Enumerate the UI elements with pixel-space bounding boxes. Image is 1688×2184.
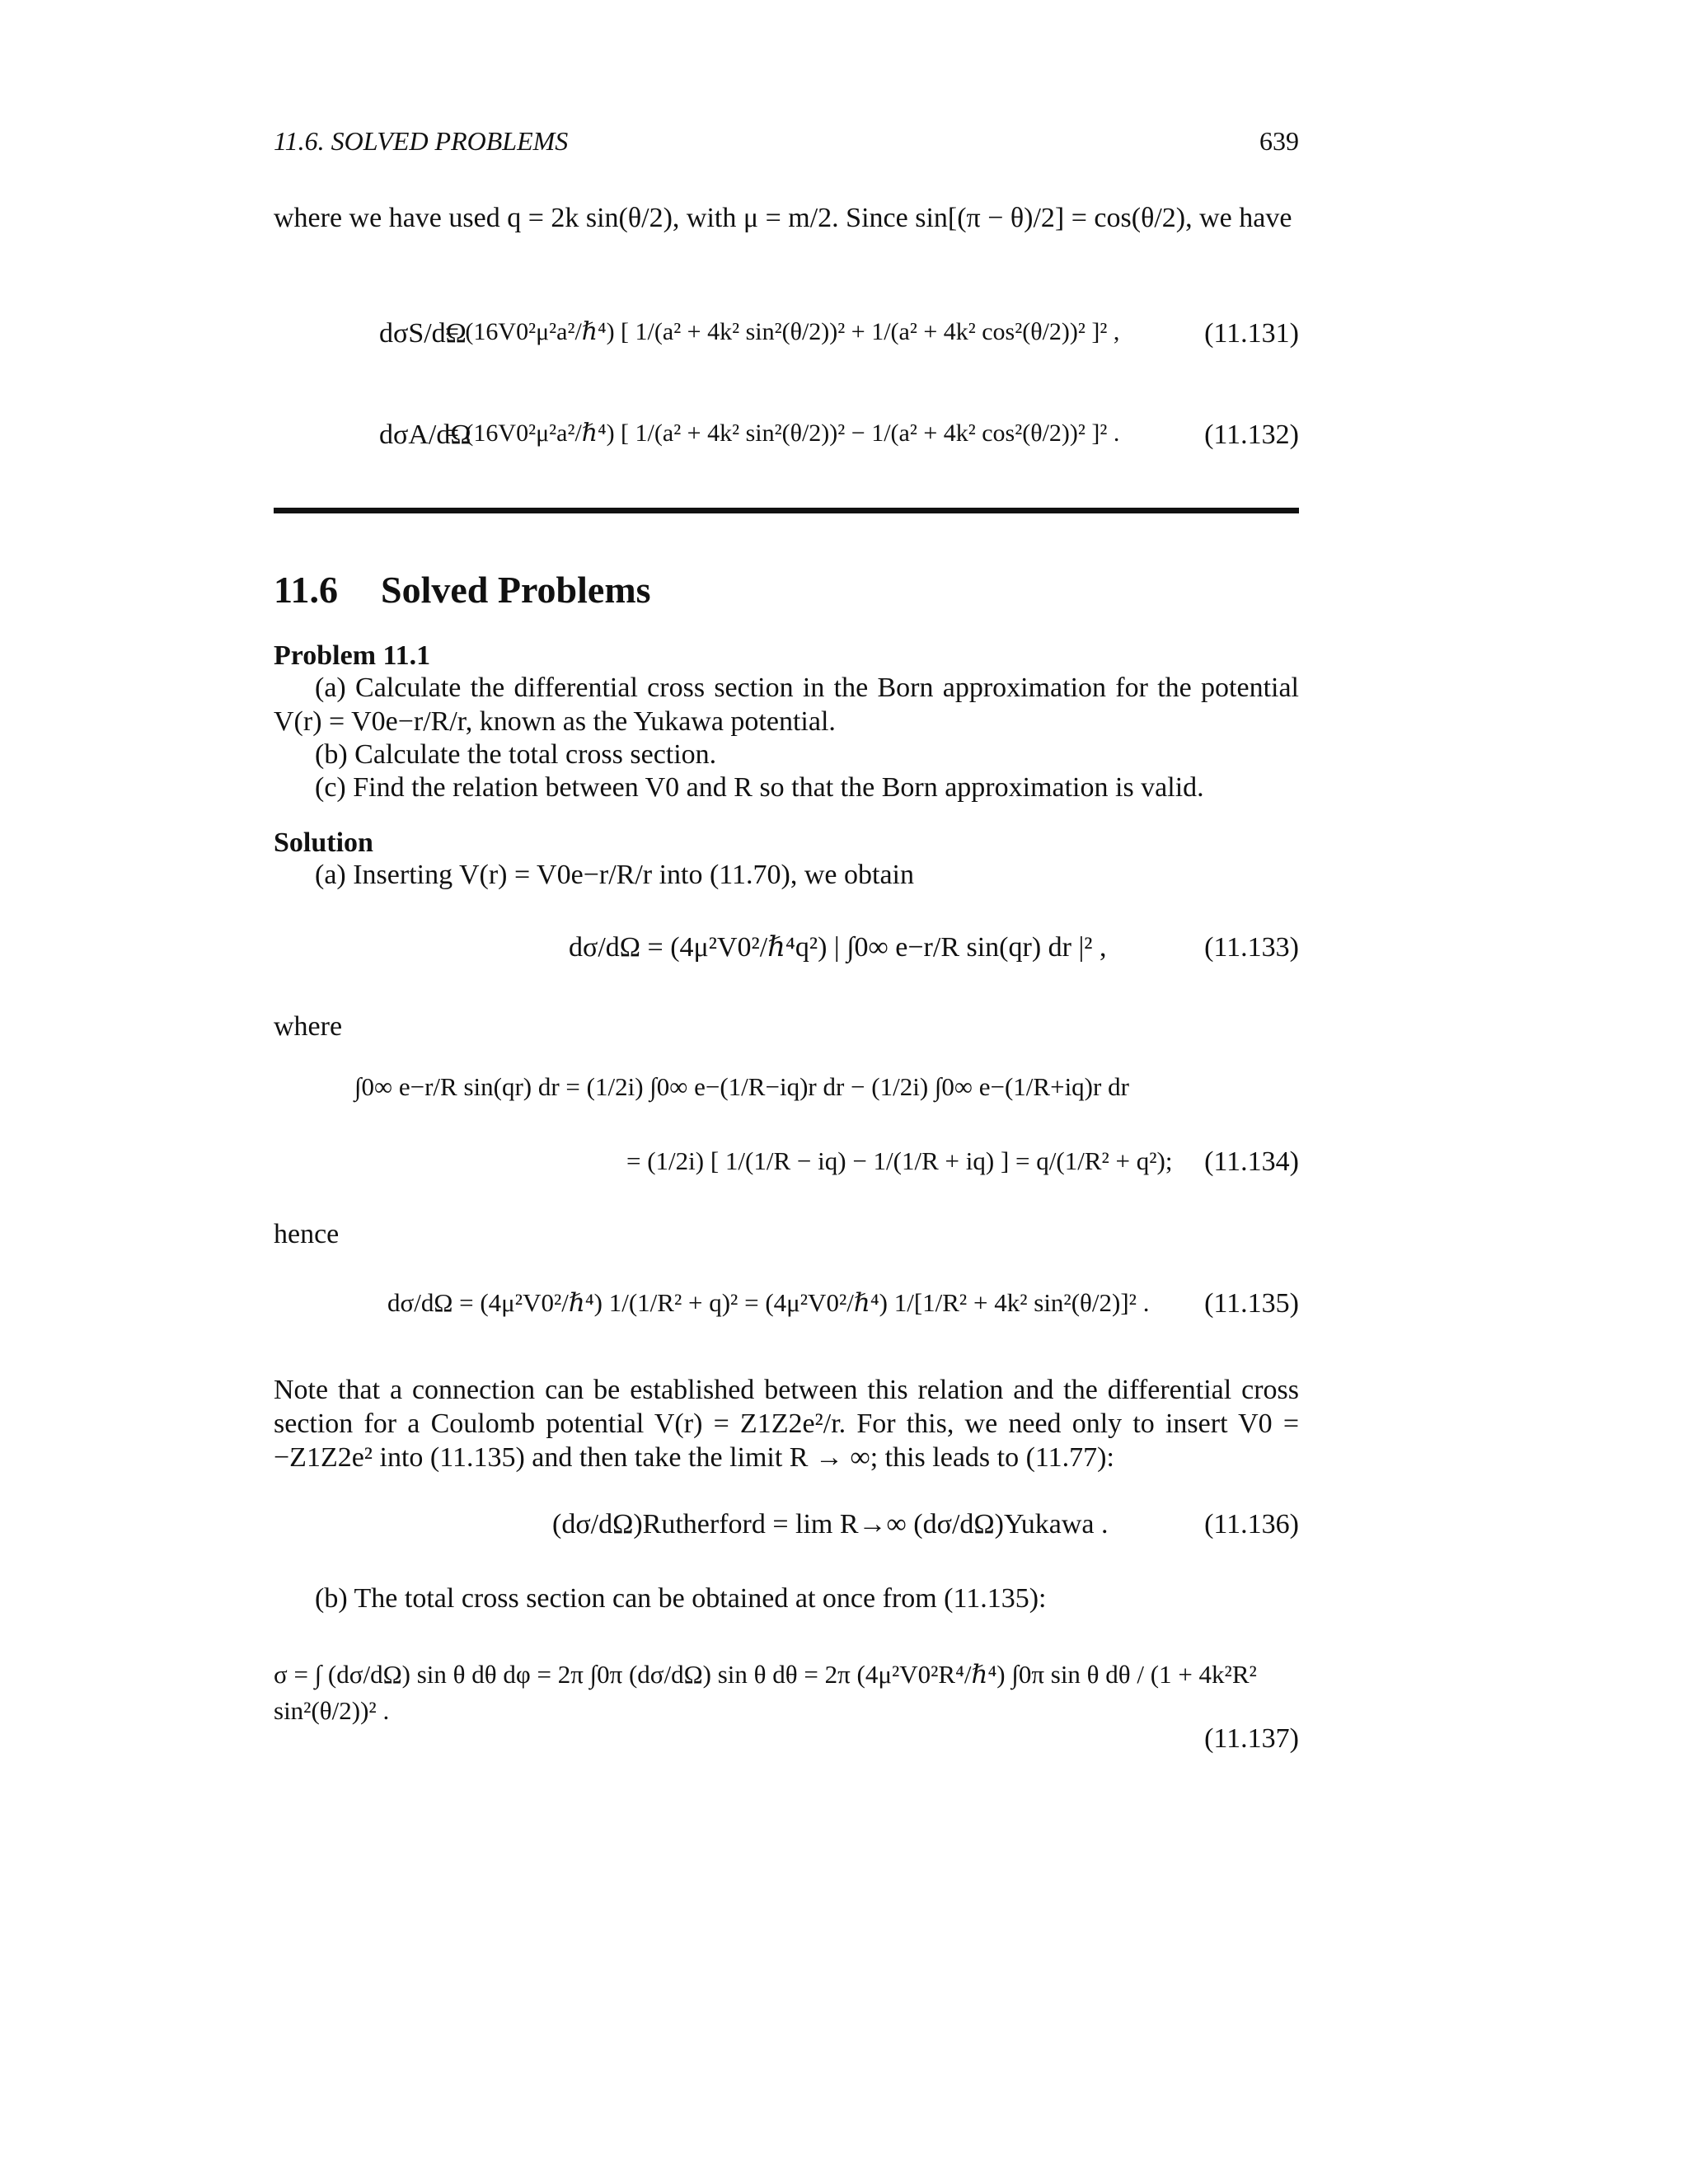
equation-11-134-line-2: = (1/2i) [ 1/(1/R − iq) − 1/(1/R + iq) ] = q/(1/R² + q²); [626,1146,1173,1175]
equation-11-137: σ = ∫ (dσ/dΩ) sin θ dθ dφ = 2π ∫0π (dσ/dΩ) sin θ dθ = 2π (4μ²V0²R⁴/ℏ⁴) ∫0π sin θ dθ / (1 + 4k²R² sin²(θ/2))² . [274,1660,1257,1725]
equation-11-135: dσ/dΩ = (4μ²V0²/ℏ⁴) 1/(1/R² + q)² = (4μ²V0²/ℏ⁴) 1/[1/R² + 4k² sin²(θ/2)]² . [387,1288,1150,1317]
section-heading [274,567,651,612]
section-number: 11.6 [274,569,338,611]
equation-number-11-137: (11.137) [1204,1723,1299,1754]
equation-11-133: dσ/dΩ = (4μ²V0²/ℏ⁴q²) | ∫0∞ e−r/R sin(qr) dr |² , [569,932,1107,963]
section-title: Solved Problems [381,569,651,611]
equation-11-131-lhs: dσS/dΩ [379,318,467,349]
problem-heading: Problem 11.1 [274,640,431,671]
page-header [274,125,1299,162]
equation-number-11-133: (11.133) [1204,932,1299,963]
section-rule [274,508,1299,513]
equation-11-134-line-1: ∫0∞ e−r/R sin(qr) dr = (1/2i) ∫0∞ e−(1/R−iq)r dr − (1/2i) ∫0∞ e−(1/R+iq)r dr [354,1072,1129,1101]
page-number: 639 [1259,126,1299,156]
equation-number-11-131: (11.131) [1204,318,1299,349]
equation-11-131-rhs: = (16V0²μ²a²/ℏ⁴) [ 1/(a² + 4k² sin²(θ/2))² + 1/(a² + 4k² cos²(θ/2))² ]² , [445,318,1120,345]
problem-part-c: (c) Find the relation between V0 and R so that the Born approximation is valid. [315,772,1204,803]
equation-11-132-lhs: dσA/dΩ [379,419,471,450]
solution-part-a-intro: (a) Inserting V(r) = V0e−r/R/r into (11.70), we obtain [315,860,914,890]
where-label: where [274,1011,343,1042]
equation-11-136: (dσ/dΩ)Rutherford = lim R→∞ (dσ/dΩ)Yukawa . [552,1509,1109,1540]
intro-paragraph: where we have used q = 2k sin(θ/2), with μ = m/2. Since sin[(π − θ)/2] = cos(θ/2), we have [274,203,1292,233]
solution-heading: Solution [274,827,373,858]
problem-part-b: (b) Calculate the total cross section. [315,739,717,770]
running-head: 11.6. SOLVED PROBLEMS [274,126,569,156]
solution-part-b-intro: (b) The total cross section can be obtained at once from (11.135): [315,1583,1047,1614]
note-paragraph: Note that a connection can be established between this relation and the differential cross section for a Coulomb potential V(r) = Z1Z2e²/r. For this, we need only to insert V0 = −Z1Z2e² into (11.135) and then take the limit R → ∞; this leads to (11.77): [274,1375,1299,1473]
equation-number-11-134: (11.134) [1204,1146,1299,1177]
problem-part-a: (a) Calculate the differential cross section in the Born approximation for the potential V(r) = V0e−r/R/r, known as the Yukawa potential. [274,673,1299,737]
hence-label: hence [274,1219,340,1249]
equation-number-11-136: (11.136) [1204,1509,1299,1540]
equation-number-11-135: (11.135) [1204,1288,1299,1319]
equation-11-132-rhs: = (16V0²μ²a²/ℏ⁴) [ 1/(a² + 4k² sin²(θ/2))² − 1/(a² + 4k² cos²(θ/2))² ]² . [445,419,1120,447]
equation-number-11-132: (11.132) [1204,419,1299,450]
